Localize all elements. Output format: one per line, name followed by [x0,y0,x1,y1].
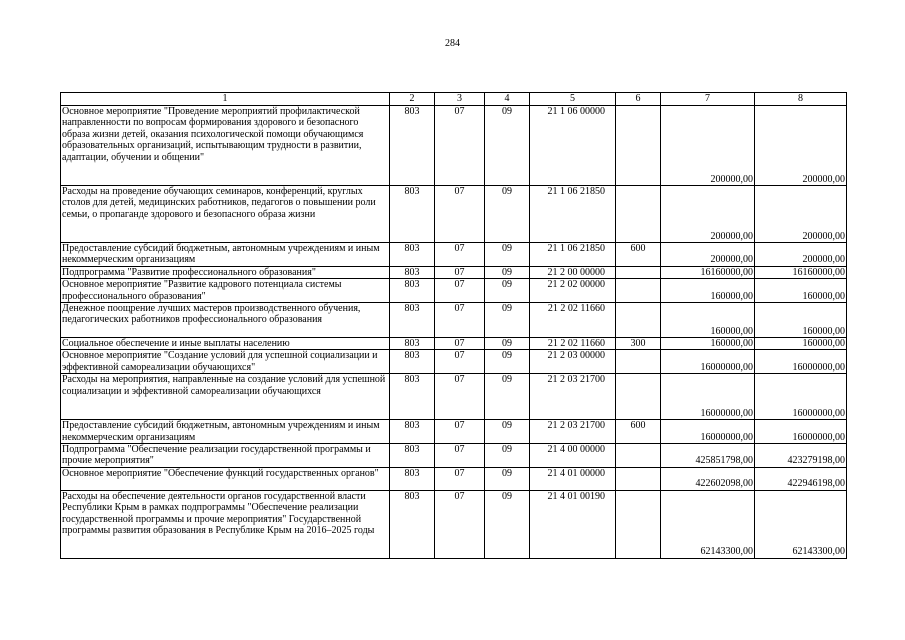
csr-code: 21 4 00 00000 [530,444,616,468]
podrazdel-code: 09 [485,467,530,490]
table-row [61,266,847,278]
vr-code: 600 [616,420,661,444]
razdel-code: 07 [435,106,485,186]
vr-code [616,490,661,558]
row-name: Расходы на мероприятия, направленные на создание условий для успешной социализации и эффективной самореализации обучающихся [61,374,390,420]
razdel-code: 07 [435,186,485,243]
table-row [61,303,847,338]
row-name: Предоставление субсидий бюджетным, автономным учреждениям и иным некоммерческим организациям [61,243,390,267]
podrazdel-code: 09 [485,243,530,267]
row-name: Основное мероприятие "Проведение мероприятий профилактической направленности по вопросам формирования здорового и безопасного образа жизни детей, оказания психологической помощи обучающимся образовательных организаций, испытывающим трудности в развитии, адаптации, обучении и общении" [61,106,390,186]
table-row [61,374,847,420]
glava-code: 803 [390,420,435,444]
vr-code [616,186,661,243]
vr-code [616,266,661,278]
amount-col-7: 422602098,00 [661,467,755,490]
amount-col-7: 16000000,00 [661,420,755,444]
vr-code [616,279,661,303]
csr-code: 21 2 02 11660 [530,338,616,350]
podrazdel-code: 09 [485,420,530,444]
column-header: 6 [616,93,661,106]
amount-col-8: 160000,00 [755,303,847,338]
glava-code: 803 [390,186,435,243]
glava-code: 803 [390,279,435,303]
csr-code: 21 2 00 00000 [530,266,616,278]
razdel-code: 07 [435,374,485,420]
podrazdel-code: 09 [485,338,530,350]
budget-table [60,92,847,559]
glava-code: 803 [390,374,435,420]
csr-code: 21 1 06 21850 [530,186,616,243]
amount-col-7: 16000000,00 [661,374,755,420]
amount-col-8: 16000000,00 [755,420,847,444]
podrazdel-code: 09 [485,490,530,558]
podrazdel-code: 09 [485,106,530,186]
amount-col-8: 160000,00 [755,279,847,303]
amount-col-7: 16000000,00 [661,350,755,374]
amount-col-8: 160000,00 [755,338,847,350]
amount-col-8: 423279198,00 [755,444,847,468]
amount-col-7: 200000,00 [661,243,755,267]
csr-code: 21 1 06 21850 [530,243,616,267]
row-name: Подпрограмма "Обеспечение реализации государственной программы и прочие мероприятия" [61,444,390,468]
podrazdel-code: 09 [485,374,530,420]
vr-code [616,467,661,490]
razdel-code: 07 [435,420,485,444]
table-row [61,444,847,468]
vr-code: 600 [616,243,661,267]
podrazdel-code: 09 [485,186,530,243]
amount-col-8: 200000,00 [755,106,847,186]
amount-col-7: 62143300,00 [661,490,755,558]
column-header: 1 [61,93,390,106]
table-row [61,490,847,558]
razdel-code: 07 [435,266,485,278]
amount-col-7: 160000,00 [661,279,755,303]
table-row [61,243,847,267]
table-row [61,350,847,374]
row-name: Основное мероприятие "Обеспечение функций государственных органов" [61,467,390,490]
razdel-code: 07 [435,350,485,374]
row-name: Расходы на обеспечение деятельности органов государственной власти Республики Крым в рамках подпрограммы "Обеспечение реализации государственной программы и прочие мероприятия" Государственной программы развития образования в Республике Крым на 2016–2025 годы [61,490,390,558]
vr-code [616,303,661,338]
table-row [61,186,847,243]
column-header: 4 [485,93,530,106]
row-name: Основное мероприятие "Развитие кадрового потенциала системы профессионального образования" [61,279,390,303]
razdel-code: 07 [435,467,485,490]
csr-code: 21 2 02 00000 [530,279,616,303]
razdel-code: 07 [435,444,485,468]
amount-col-8: 62143300,00 [755,490,847,558]
amount-col-8: 422946198,00 [755,467,847,490]
csr-code: 21 2 03 21700 [530,374,616,420]
row-name: Основное мероприятие "Создание условий для успешной социализации и эффективной самореализации обучающихся" [61,350,390,374]
column-header: 2 [390,93,435,106]
amount-col-8: 16000000,00 [755,374,847,420]
razdel-code: 07 [435,279,485,303]
vr-code [616,350,661,374]
csr-code: 21 1 06 00000 [530,106,616,186]
glava-code: 803 [390,303,435,338]
table-row [61,106,847,186]
amount-col-7: 16160000,00 [661,266,755,278]
podrazdel-code: 09 [485,444,530,468]
row-name: Подпрограмма "Развитие профессионального образования" [61,266,390,278]
vr-code [616,106,661,186]
podrazdel-code: 09 [485,350,530,374]
amount-col-7: 160000,00 [661,303,755,338]
amount-col-8: 200000,00 [755,243,847,267]
row-name: Расходы на проведение обучающих семинаров, конференций, круглых столов для детей, медицинских работников, педагогов о повышении роли семьи, о пропаганде здорового и безопасного образа жизни [61,186,390,243]
csr-code: 21 4 01 00190 [530,490,616,558]
glava-code: 803 [390,243,435,267]
razdel-code: 07 [435,243,485,267]
header-row [61,93,847,106]
amount-col-8: 16000000,00 [755,350,847,374]
csr-code: 21 2 02 11660 [530,303,616,338]
csr-code: 21 2 03 21700 [530,420,616,444]
glava-code: 803 [390,444,435,468]
amount-col-7: 425851798,00 [661,444,755,468]
amount-col-7: 200000,00 [661,186,755,243]
csr-code: 21 2 03 00000 [530,350,616,374]
amount-col-8: 16160000,00 [755,266,847,278]
amount-col-7: 160000,00 [661,338,755,350]
podrazdel-code: 09 [485,279,530,303]
razdel-code: 07 [435,490,485,558]
razdel-code: 07 [435,338,485,350]
table-row [61,467,847,490]
row-name: Предоставление субсидий бюджетным, автономным учреждениям и иным некоммерческим организациям [61,420,390,444]
amount-col-8: 200000,00 [755,186,847,243]
podrazdel-code: 09 [485,266,530,278]
vr-code [616,374,661,420]
vr-code [616,444,661,468]
page-number: 284 [445,38,460,49]
glava-code: 803 [390,490,435,558]
column-header: 8 [755,93,847,106]
table-row [61,420,847,444]
glava-code: 803 [390,266,435,278]
table-row [61,279,847,303]
glava-code: 803 [390,350,435,374]
amount-col-7: 200000,00 [661,106,755,186]
podrazdel-code: 09 [485,303,530,338]
column-header: 7 [661,93,755,106]
table-row [61,338,847,350]
column-header: 5 [530,93,616,106]
vr-code: 300 [616,338,661,350]
row-name: Денежное поощрение лучших мастеров производственного обучения, педагогических работников профессионального образования [61,303,390,338]
glava-code: 803 [390,106,435,186]
glava-code: 803 [390,338,435,350]
column-header: 3 [435,93,485,106]
row-name: Социальное обеспечение и иные выплаты населению [61,338,390,350]
glava-code: 803 [390,467,435,490]
razdel-code: 07 [435,303,485,338]
csr-code: 21 4 01 00000 [530,467,616,490]
